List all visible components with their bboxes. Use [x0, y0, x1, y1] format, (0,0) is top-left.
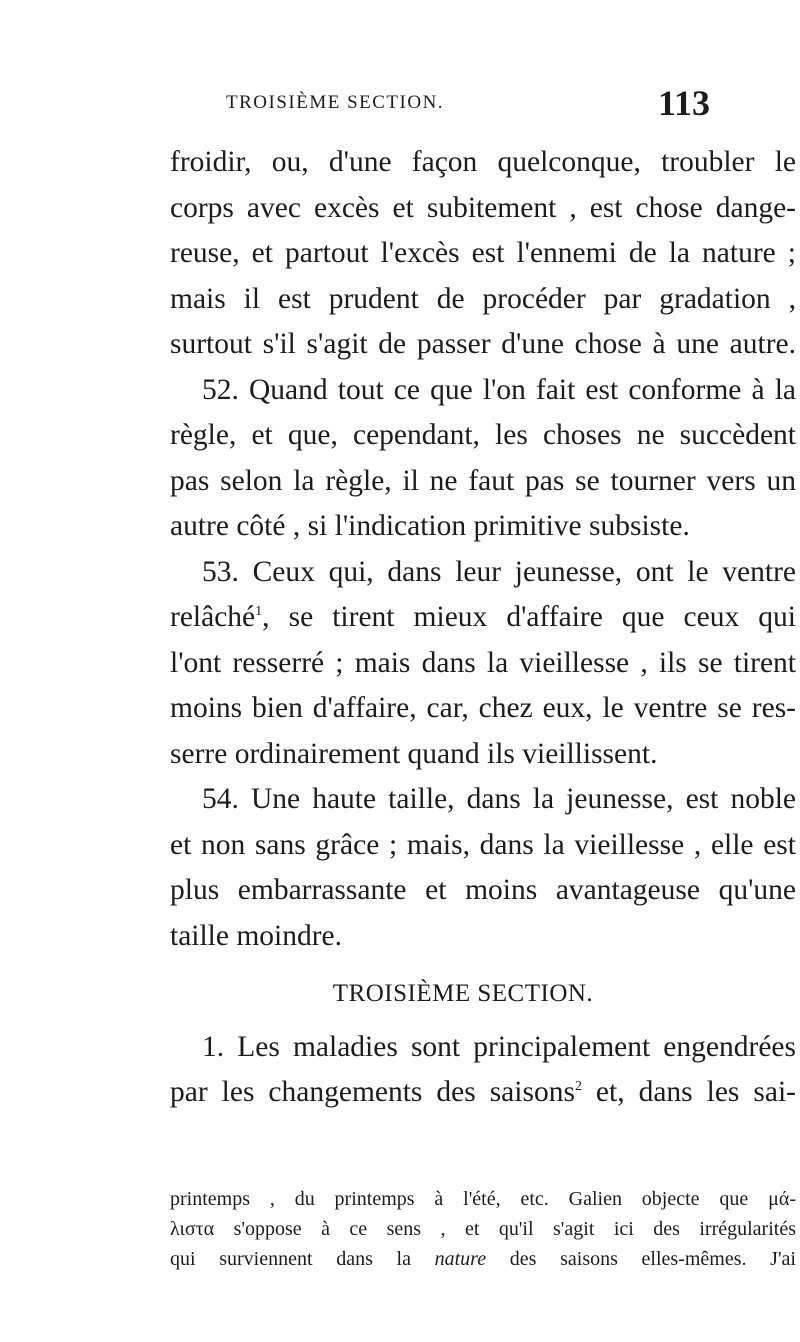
text-line	[170, 595, 796, 641]
footnote-ref-2: 2	[574, 1079, 582, 1095]
text-line: serre ordinairement quand ils vieillissent.	[170, 737, 658, 770]
footnote-ref-1: 1	[255, 604, 263, 620]
running-head: TROISIÈME SECTION.	[226, 92, 445, 113]
text-span: par les changements des saisons	[170, 1076, 575, 1108]
text-span: des saisons elles-mêmes. J'ai	[486, 1248, 796, 1270]
text-span: qui surviennent dans la	[170, 1248, 435, 1270]
text-line: moins bien d'affaire, car, chez eux, le ventre se res-	[170, 692, 796, 724]
footnotes	[170, 1184, 796, 1274]
text-line: règle, et que, cependant, les choses ne succèdent	[170, 419, 796, 451]
footnote-line: λιστα s'oppose à ce sens , et qu'il s'agit ici des irrégularités	[170, 1218, 796, 1240]
section-title: TROISIÈME SECTION.	[332, 980, 594, 1007]
section-aphorism-1	[170, 1025, 796, 1116]
text-line	[170, 1070, 796, 1116]
aphorism-54	[170, 777, 796, 959]
text-line: taille moindre.	[170, 919, 343, 952]
text-line: froidir, ou, d'une façon quelconque, troubler le	[170, 146, 796, 178]
text-line: 53. Ceux qui, dans leur jeunesse, ont le ventre	[202, 555, 796, 588]
text-line: et non sans grâce ; mais, dans la vieillesse , elle est	[170, 828, 796, 861]
text-line: pas selon la règle, il ne faut pas se tourner vers un	[170, 464, 796, 497]
text-line: l'ont resserré ; mais dans la vieillesse , ils se tirent	[170, 646, 796, 679]
italic-word: nature	[434, 1248, 487, 1270]
main-text	[170, 140, 796, 1116]
aphorism-52	[170, 368, 796, 550]
text-line: 52. Quand tout ce que l'on fait est conforme à la	[202, 373, 796, 406]
text-line: 1. Les maladies sont principalement engendrées	[202, 1030, 796, 1063]
text-span: et, dans les sai-	[581, 1076, 796, 1108]
text-line: 54. Une haute taille, dans la jeunesse, est noble	[202, 783, 796, 815]
text-span: relâché	[170, 601, 256, 633]
footnote-line: printemps , du printemps à l'été, etc. Galien objecte que μά-	[170, 1188, 796, 1210]
text-line: mais il est prudent de procéder par gradation ,	[170, 282, 796, 315]
page-number: 113	[658, 83, 711, 123]
text-line: reuse, et partout l'excès est l'ennemi de la nature ;	[170, 237, 796, 269]
paragraph-continuation	[170, 140, 796, 368]
text-line: corps avec excès et subitement , est chose dange-	[170, 191, 796, 224]
text-line: surtout s'il s'agit de passer d'une chose à une autre.	[170, 328, 796, 360]
text-line: plus embarrassante et moins avantageuse qu'une	[170, 874, 796, 906]
aphorism-53	[170, 550, 796, 778]
text-span: , se tirent mieux d'affaire que ceux qui	[262, 601, 796, 633]
text-line: autre côté , si l'indication primitive subsiste.	[170, 510, 690, 542]
page-header	[0, 82, 800, 122]
footnote-line	[170, 1244, 796, 1274]
